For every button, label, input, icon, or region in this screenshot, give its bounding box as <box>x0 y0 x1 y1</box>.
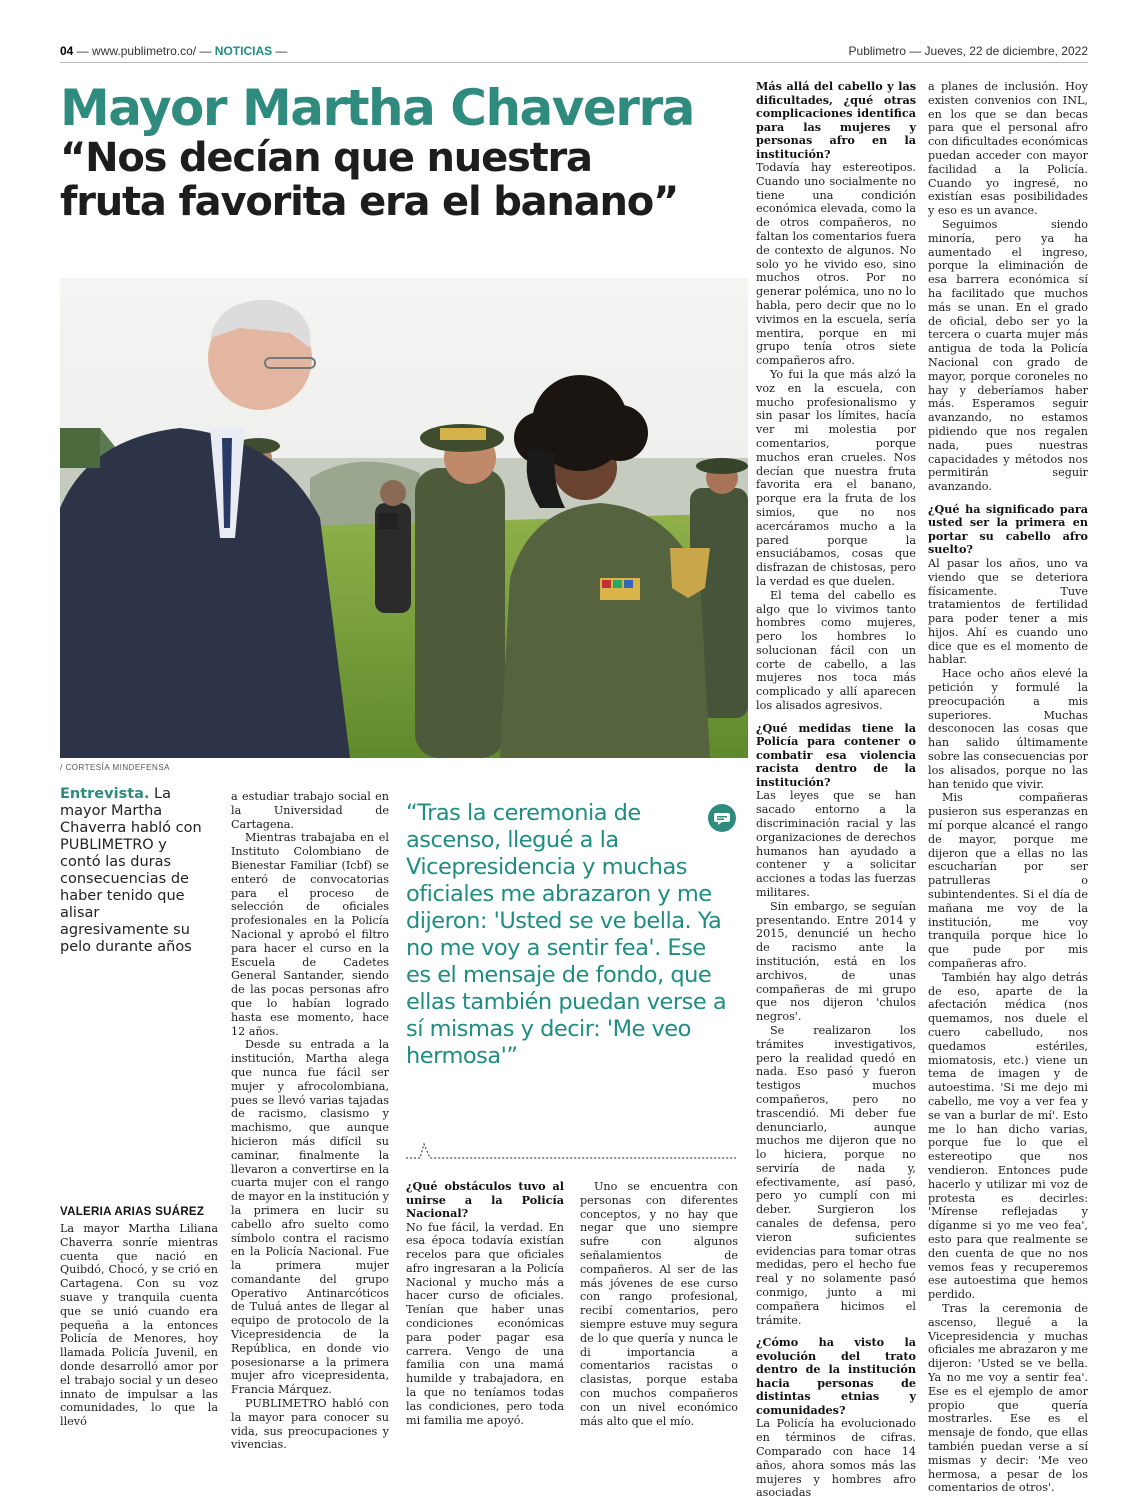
header-url: www.publimetro.co/ <box>92 44 197 58</box>
body-paragraph: Todavía hay estereotipos. Cuando uno socialmente no tiene una condición económica elevada, como la de otros compañeros, no faltan los comentarios fuera de contexto de algunos. No solo yo he vivido eso, sino muchos otros. Por no generar polémica, uno no lo habla, pero decir que no lo vivimos en la escuela, sería mentira, porque en mi grupo tenía otros siete compañeros afro. <box>756 161 916 368</box>
body-paragraph: Se realizaron los trámites investigativos, pero la realidad quedó en nada. Eso pasó y fueron testigos muchos compañeros, pero no trascendió. Mi deber fue denunciarlo, aunque muchos me dijeron que no lo hiciera, porque no serviría de nada y, efectivamente, así pasó, pero yo cumplí con mi deber. Surgieron los canales de defensa, pero vieron suficientes evidencias para tomar otras medidas, pero el hecho fue real y no solamente pasó conmigo, junto a mi compañera hicimos el trámite. <box>756 1023 916 1327</box>
byline: VALERIA ARIAS SUÁREZ <box>60 1206 205 1218</box>
photo-credit: / CORTESÍA MINDEFENSA <box>60 763 170 772</box>
body-paragraph: Seguimos siendo minoría, pero ya ha aumentado el ingreso, porque la eliminación de esa barrera económica sí ha facilitado que muchos más se unan. En el grado de oficial, debo ser yo la tercera o cuarta mujer más antigua de toda la Policía Nacional con grado de mayor, porque coroneles no hay y deberíamos haber más. Esperamos seguir avanzando, no estamos pidiendo que nos regalen nada, pues nuestras capacidades y métodos nos permitirán seguir avanzando. <box>928 217 1088 494</box>
body-paragraph: La Policía ha evolucionado en términos de cifras. Comparado con hace 14 años, ahora somos más las mujeres y hombres afro asociadas <box>756 1417 916 1500</box>
body-paragraph: PUBLIMETRO habló con la mayor para conocer su vida, sus preocupaciones y vivencias. <box>231 1397 389 1452</box>
body-paragraph: Tras la ceremonia de ascenso, llegué a la Vicepresidencia y muchas oficiales me abrazaron y me dijeron: 'Usted se ve bella. Ya no me voy a sentir fea'. Ese es el ejemplo de amor propio que quería mostrarles. Ese es el mensaje de fondo, que ellas también puedan verse a sí mismas y decir: 'Me veo hermosa, a pesar de los comentarios de otros'. <box>928 1301 1088 1495</box>
headline <box>60 80 750 224</box>
header-separator: — <box>76 44 93 58</box>
body-paragraph: Uno se encuentra con personas con diferentes conceptos, y no hay que negar que uno siempre sufre con algunos señalamientos de compañeros. Al ser de las más jóvenes de ese curso con rango profesional, recibí comentarios, pero siempre estuve muy segura de lo que quería y nunca le di importancia a comentarios racistas o clasistas, porque estaba con muchos compañeros con un nivel económico más alto que el mío. <box>580 1180 738 1428</box>
page-number: 04 <box>60 44 74 58</box>
body-paragraph: Sin embargo, se seguían presentando. Entre 2014 y 2015, denuncié un hecho de racismo ante la institución, está en los archivos, de unas compañeras de mi grupo que nos dijeron 'chulos negros'. <box>756 899 916 1024</box>
column-5 <box>756 80 916 1500</box>
body-paragraph: La mayor Martha Liliana Chaverra sonríe mientras cuenta que nació en Quibdó, Chocó, y se crió en Cartagena. Con su voz suave y tranquila cuenta que se unió cuando era pequeña a la entonces Policía de Menores, hoy llamada Policía Juvenil, en donde desarrolló amor por el trabajo social y un deseo innato de impulsar a las comunidades, lo que la llevó <box>60 1222 218 1429</box>
question: ¿Qué ha significado para usted ser la primera en portar su cabello afro suelto? <box>928 501 1088 557</box>
body-paragraph: También hay algo detrás de eso, aparte de la afectación médica (nos quemamos, nos duele el cuero cabelludo, nos quedamos estériles, miomatosis, etc.) viene un tema de imagen y de autoestima. 'Si me dejo mi cabello, me voy a ver fea y se van a burlar de mí'. Esto me lo han dicho varias, porque fue lo que el estereotipo que nos vendieron. Entonces pude hacerlo y utilizar mi voz de protesta es decirles: 'Mírense reflejadas y díganme si yo me veo fea', esto para que realmente se den cuenta de que no nos vemos feas y recuperemos ese autoestima que hemos perdido. <box>928 970 1088 1302</box>
lead-text: La mayor Martha Chaverra habló con PUBLIMETRO y contó las duras consecuencias de haber tenido que alisar agresivamente su pelo durante años <box>60 786 202 955</box>
body-paragraph: Mientras trabajaba en el Instituto Colombiano de Bienestar Familiar (Icbf) se enteró de convocatorias para el proceso de selección de oficiales profesionales en la Policía Nacional y aprobó el filtro para hacer el curso en la Escuela de Cadetes General Santander, siendo de las pocas personas afro que lo habían logrado hasta ese momento, hace 12 años. <box>231 831 389 1038</box>
headline-quote-line2: fruta favorita era el banano” <box>60 179 679 225</box>
lead-paragraph <box>60 786 210 956</box>
body-paragraph: Desde su entrada a la institución, Martha alega que nunca fue fácil ser mujer y afrocolombiana, pues se llevó varias tajadas de racismo, clasismo y machismo, que aunque hicieron más difícil su caminar, finalmente la llevaron a convertirse en la cuarta mujer con el rango de mayor en la institución y la primera en lucir su cabello afro suelto como símbolo contra el racismo en la Policía Nacional. Fue la primera mujer comandante del grupo Operativo Antinarcóticos de Tuluá antes de llegar al equipo de protocolo de la Vicepresidencia de la República, en donde vio posesionarse a la primera mujer afro vicepresidenta, Francia Márquez. <box>231 1038 389 1397</box>
column-1 <box>60 1222 218 1429</box>
body-paragraph: No fue fácil, la verdad. En esa época todavía existían recelos para que oficiales afro ingresaran a la Policía Nacional y mucho más a hacer curso de oficiales. Tenían que haber unas condiciones económicas para poder pagar esa carrera. Vengo de una familia con una mamá humilde y trabajadora, en la que no teníamos todas las condiciones, pero toda mi familia me apoyó. <box>406 1220 564 1427</box>
question: ¿Cómo ha visto la evolución del trato dentro de la institución hacia personas de distintas etnias y comunidades? <box>756 1335 916 1417</box>
header-separator: — <box>275 44 288 58</box>
body-paragraph: Las leyes que se han sacado entorno a la discriminación racial y las organizaciones de derechos humanos han ayudado a contener y a solicitar acciones a todas las fuerzas militares. <box>756 789 916 899</box>
body-paragraph: a estudiar trabajo social en la Universidad de Cartagena. <box>231 790 389 831</box>
lead-keyword: Entrevista. <box>60 786 150 802</box>
pull-quote-rule <box>406 1138 736 1166</box>
pull-quote: “Tras la ceremonia de ascenso, llegué a la Vicepresidencia y muchas oficiales me abrazaron y me dijeron: 'Usted se ve bella. Ya no me voy a sentir fea'. Ese es el mensaje de fondo, que ellas también puedan verse a sí mismas y decir: 'Me veo hermosa'” <box>406 800 727 1069</box>
body-paragraph: Al pasar los años, uno va viendo que se deteriora físicamente. Tuve tratamientos de fertilidad para poder tener a mis hijos. Ahí es cuando uno dice que es el momento de hablar. <box>928 556 1088 667</box>
question: ¿Qué obstáculos tuvo al unirse a la Policía Nacional? <box>406 1179 564 1220</box>
ceremony-illustration <box>60 278 748 758</box>
body-paragraph: Yo fui la que más alzó la voz en la escuela, con mucho profesionalismo y sin pasar los límites, hacía ver mi molestia por comentarios, porque muchos eran crueles. Nos decían que nuestra fruta favorita era el banano, porque era la fruta de los simios, que no nos acercáramos mucho a la pared porque la ensuciábamos, cosas que disfrazan de chistosas, pero la verdad es que duelen. <box>756 367 916 588</box>
header-rule <box>60 62 1088 63</box>
headline-name: Mayor Martha Chaverra <box>60 79 694 137</box>
paper-date: Publimetro — Jueves, 22 de diciembre, 2022 <box>848 44 1088 58</box>
section-label: NOTICIAS <box>214 44 273 58</box>
body-paragraph: El tema del cabello es algo que lo vivimos tanto hombres como mujeres, pero los hombres lo solucionan fácil con un corte de cabello, a las mujeres nos toca más complicado y allí aparecen los alisados agresivos. <box>756 588 916 713</box>
body-paragraph: Hace ocho años elevé la petición y formulé la preocupación a mis superiores. Muchas desconocen las cosas que han salido últimamente sobre las consecuencias por los alisados, porque no las han tenido que vivir. <box>928 667 1088 791</box>
header-separator: — <box>199 44 215 58</box>
headline-quote-line1: “Nos decían que nuestra <box>60 135 592 181</box>
column-4 <box>580 1180 738 1428</box>
column-3 <box>406 1180 564 1427</box>
question: ¿Qué medidas tiene la Policía para contener o combatir esa violencia racista dentro de la institución? <box>756 720 916 789</box>
body-paragraph: Mis compañeras pusieron sus esperanzas en mí porque alcancé el rango de mayor, porque me dijeron que a ellas no las escucharían por ser patrulleras o subintendentes. Si el día de mañana me voy de la institución, me voy tranquila porque hice lo que pude por mis compañeras afro. <box>928 791 1088 971</box>
column-6 <box>928 80 1088 1495</box>
question: Más allá del cabello y las dificultades, ¿qué otras complicaciones identifica para las mujeres y personas afro en la institución? <box>756 79 916 161</box>
column-2 <box>231 790 389 1452</box>
main-photo <box>60 278 748 758</box>
body-paragraph: a planes de inclusión. Hoy existen convenios con INL, en los que se dan becas para que el personal afro con dificultades económicas puedan acceder con mayor facilidad a la Policía. Cuando yo ingresé, no existían esas posibilidades y eso es un avance. <box>928 80 1088 218</box>
